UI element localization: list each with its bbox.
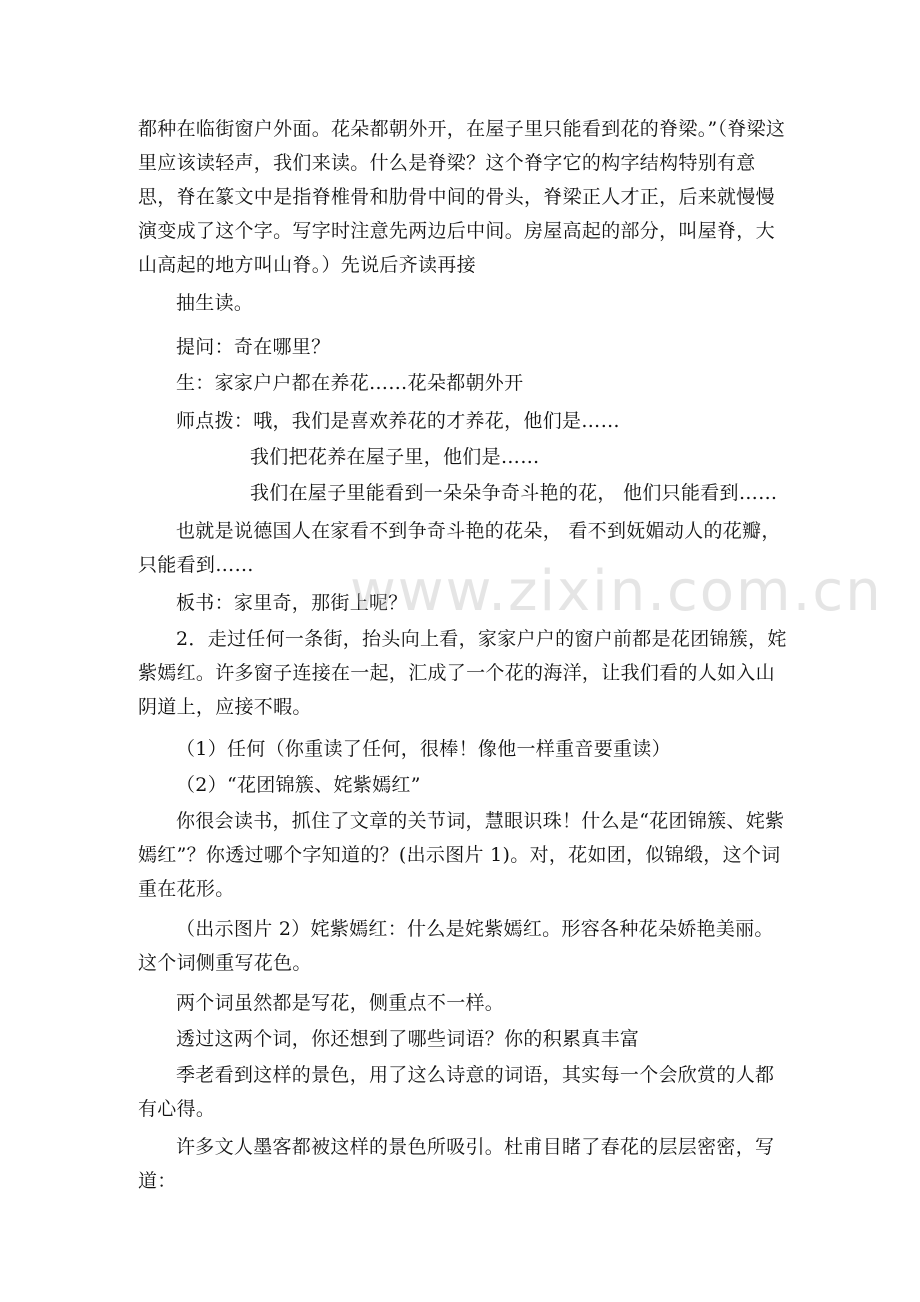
paragraph-14: （出示图片 2）姹紫嫣红：什么是姹紫嫣红。形容各种花朵娇艳美丽。这个词侧重写花色。 (138, 918, 774, 974)
paragraph-5: 师点拨：哦，我们是喜欢养花的才养花，他们是…… (176, 410, 620, 432)
paragraph-12: （2）“花团锦簇、姹紫嫣红” (176, 774, 421, 796)
paragraph-3: 提问：奇在哪里？ (176, 336, 331, 358)
paragraph-10: 2．走过任何一条街，抬头向上看，家家户户的窗户前都是花团锦簇，姹紫嫣红。许多窗子连接在一起，汇成了一个花的海洋，让我们看的人如入山阴道上，应接不暇。 (138, 628, 787, 718)
paragraph-11: （1）任何（你重读了任何，很棒！像他一样重音要重读） (176, 738, 671, 760)
paragraph-6: 我们把花养在屋子里，他们是…… (250, 446, 540, 468)
paragraph-4: 生：家家户户都在养花……花朵都朝外开 (176, 372, 524, 394)
paragraph-7: 我们在屋子里能看到一朵朵争奇斗艳的花， 他们只能看到…… (250, 482, 778, 504)
watermark: www.zixin.com.cn (350, 559, 883, 624)
paragraph-15: 两个词虽然都是写花，侧重点不一样。 (176, 992, 505, 1014)
paragraph-9: 板书：家里奇，那街上呢？ (176, 592, 408, 614)
paragraph-17: 季老看到这样的景色，用了这么诗意的词语，其实每一个会欣赏的人都有心得。 (138, 1064, 775, 1120)
paragraph-16: 透过这两个词，你还想到了哪些词语？你的积累真丰富 (176, 1028, 640, 1050)
paragraph-8: 也就是说德国人在家看不到争奇斗艳的花朵， 看不到妩媚动人的花瓣，只能看到…… (138, 520, 781, 576)
paragraph-13: 你很会读书，抓住了文章的关节词，慧眼识珠！什么是“花团锦簇、姹紫嫣红”？你透过哪个字知道的？(出示图片 1)。对，花如团，似锦缎，这个词重在花形。 (138, 810, 785, 900)
paragraph-1: 都种在临街窗户外面。花朵都朝外开，在屋子里只能看到花的脊梁。”（脊梁这里应该读轻声，我们来读。什么是脊梁？这个脊字它的构字结构特别有意思，脊在篆文中是指脊椎骨和肋骨中间的骨头，脊梁正人才正，后来就慢慢演变成了这个字。写字时注意先两边后中间。房屋高起的部分，叫屋脊，大山高起的地方叫山脊。）先说后齐读再接 (138, 118, 786, 276)
paragraph-2: 抽生读。 (176, 292, 254, 314)
paragraph-18: 许多文人墨客都被这样的景色所吸引。杜甫目睹了春花的层层密密，写道： (138, 1136, 775, 1192)
